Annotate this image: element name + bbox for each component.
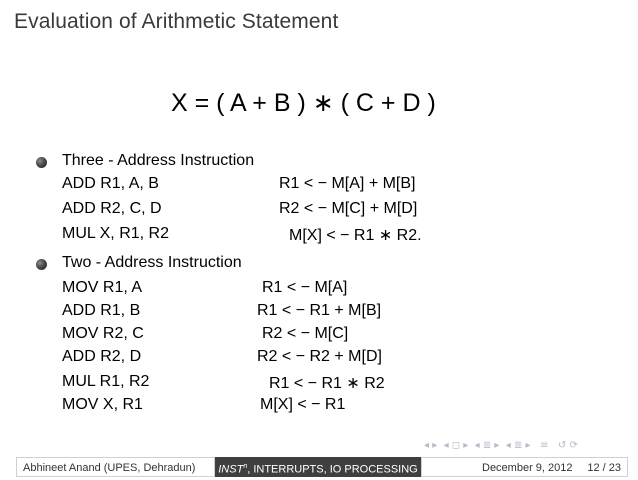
footer-date: December 9, 2012 [482, 462, 573, 474]
footer-page-number: 12 / 23 [587, 462, 621, 474]
three-address-instr-3: MUL X, R1, R2 [62, 225, 169, 242]
two-address-meaning-1: R1 < − M[A] [262, 279, 348, 296]
two-address-instr-1: MOV R1, A [62, 279, 143, 296]
two-address-heading: Two - Address Instruction [62, 254, 242, 271]
slide-title: Evaluation of Arithmetic Statement [14, 10, 339, 33]
footer-topic-prefix: INST [218, 463, 244, 476]
footer-date-page [421, 457, 628, 477]
three-address-heading: Three - Address Instruction [62, 152, 255, 169]
two-address-instr-4: ADD R2, D [62, 348, 142, 365]
footer-topic-suffix: , INTERRUPTS, IO PROCESSING [247, 463, 418, 476]
two-address-meaning-5: R1 < − R1 ∗ R2 [269, 375, 385, 392]
two-address-instr-2: ADD R1, B [62, 302, 141, 319]
bullet-icon [36, 259, 47, 270]
bullet-icon [36, 157, 47, 168]
two-address-instr-3: MOV R2, C [62, 325, 144, 342]
three-address-meaning-1: R1 < − M[A] + M[B] [279, 175, 416, 192]
two-address-meaning-2: R1 < − R1 + M[B] [257, 302, 382, 319]
two-address-meaning-4: R2 < − R2 + M[D] [257, 348, 382, 365]
navigation-symbols[interactable]: ◂ ▸ ◂ ◻ ▸ ◂ ≣ ▸ ◂ ≣ ▸ ≡ ↺ ⟳ [424, 440, 578, 451]
two-address-instr-5: MUL R1, R2 [62, 373, 150, 390]
slide-footer [16, 457, 628, 477]
two-address-meaning-3: R2 < − M[C] [262, 325, 349, 342]
three-address-instr-1: ADD R1, A, B [62, 175, 159, 192]
three-address-instr-2: ADD R2, C, D [62, 200, 162, 217]
footer-author: Abhineet Anand (UPES, Dehradun) [16, 457, 215, 477]
arithmetic-equation: X = ( A + B ) ∗ ( C + D ) [171, 89, 436, 117]
two-address-instr-6: MOV X, R1 [62, 396, 143, 413]
three-address-meaning-2: R2 < − M[C] + M[D] [279, 200, 418, 217]
three-address-meaning-3: M[X] < − R1 ∗ R2. [289, 227, 422, 244]
footer-topic [215, 457, 421, 477]
two-address-meaning-6: M[X] < − R1 [260, 396, 346, 413]
footer-topic-sup: n [243, 463, 248, 470]
